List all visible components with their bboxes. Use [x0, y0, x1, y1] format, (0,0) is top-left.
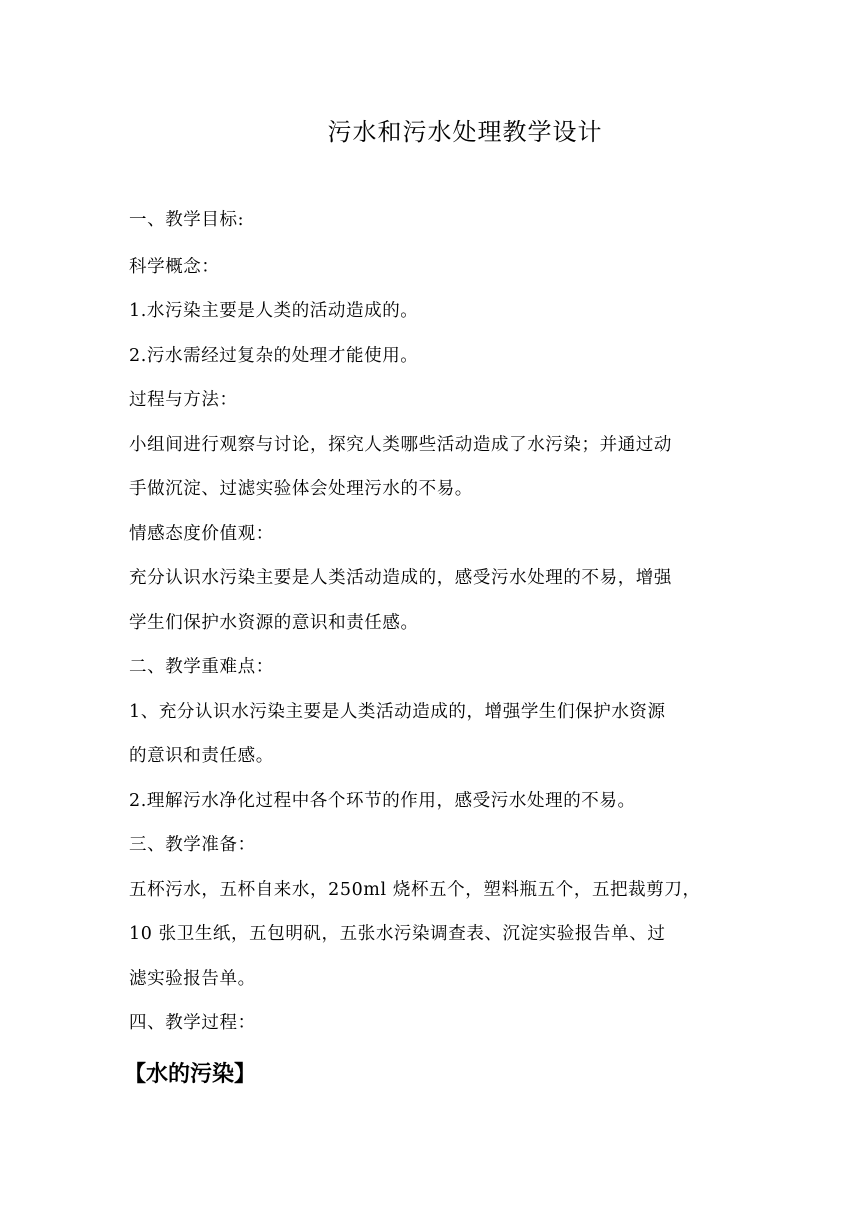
paragraph-line: 小组间进行观察与讨论，探究人类哪些活动造成了水污染；并通过动 [129, 435, 672, 455]
section-heading-process: 四、教学过程： [129, 1013, 256, 1033]
paragraph-line: 1.水污染主要是人类的活动造成的。 [129, 301, 419, 321]
paragraph-line: 学生们保护水资源的意识和责任感。 [129, 613, 419, 633]
paragraph-line: 1、充分认识水污染主要是人类活动造成的，增强学生们保护水资源 [129, 702, 666, 722]
section-heading-key-points: 二、教学重难点： [129, 657, 274, 677]
page-title: 污水和污水处理教学设计 [327, 118, 603, 146]
section-heading-water-pollution: 【水的污染】 [124, 1062, 257, 1087]
paragraph-line: 2.污水需经过复杂的处理才能使用。 [129, 346, 419, 366]
section-heading-objectives: 一、教学目标: [129, 210, 245, 230]
subheading-process-method: 过程与方法： [129, 390, 238, 410]
paragraph-line: 的意识和责任感。 [129, 746, 274, 766]
paragraph-line: 2.理解污水净化过程中各个环节的作用，感受污水处理的不易。 [129, 791, 636, 811]
paragraph-line: 五杯污水，五杯自来水，250ml 烧杯五个，塑料瓶五个，五把裁剪刀， [129, 880, 701, 900]
subheading-values: 情感态度价值观： [129, 524, 274, 544]
paragraph-line: 充分认识水污染主要是人类活动造成的，感受污水处理的不易，增强 [129, 568, 672, 588]
paragraph-line: 滤实验报告单。 [129, 969, 256, 989]
paragraph-line: 手做沉淀、过滤实验体会处理污水的不易。 [129, 479, 473, 499]
paragraph-line: 10 张卫生纸，五包明矾，五张水污染调查表、沉淀实验报告单、过 [129, 924, 666, 944]
subheading-science-concept: 科学概念： [129, 257, 220, 277]
section-heading-preparation: 三、教学准备： [129, 835, 256, 855]
